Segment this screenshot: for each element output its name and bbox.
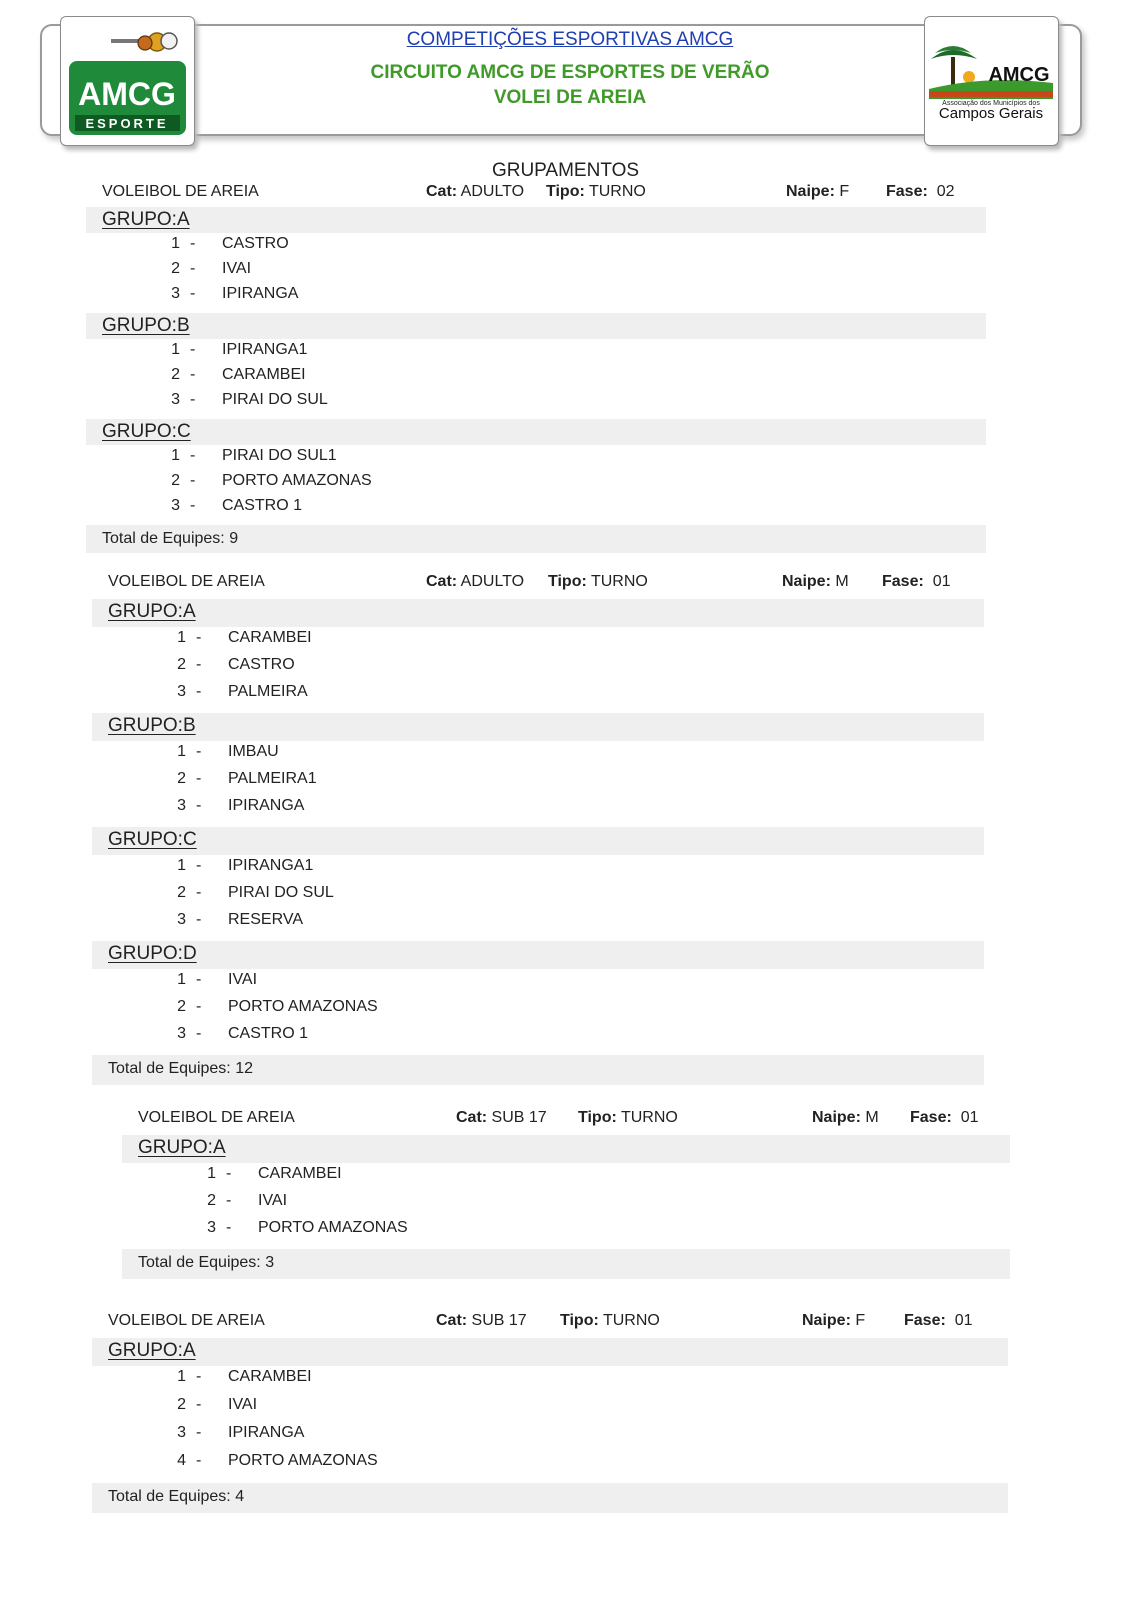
- team-name: IVAI: [228, 1396, 258, 1413]
- team-dash: -: [190, 285, 196, 302]
- sport-label: VOLEIBOL DE AREIA: [138, 1109, 295, 1126]
- category-field: Cat: SUB 17: [456, 1109, 547, 1126]
- team-name: IPIRANGA1: [222, 341, 308, 358]
- gender-field: Naipe: F: [786, 183, 850, 200]
- total-teams: Total de Equipes: 9: [102, 530, 239, 547]
- section-header: [92, 1312, 1008, 1334]
- team-rank: 1: [177, 743, 186, 760]
- section-header: [92, 573, 984, 595]
- group-band: [122, 1135, 1010, 1163]
- team-dash: -: [196, 884, 202, 901]
- team-rank: 3: [177, 797, 186, 814]
- team-rank: 3: [177, 911, 186, 928]
- type-field: Tipo: TURNO: [578, 1109, 678, 1126]
- team-name: PORTO AMAZONAS: [228, 998, 378, 1015]
- team-dash: -: [196, 1368, 202, 1385]
- section-header: [86, 183, 986, 205]
- team-dash: -: [196, 971, 202, 988]
- team-dash: -: [196, 797, 202, 814]
- total-teams: Total de Equipes: 3: [138, 1254, 275, 1271]
- amcg-esporte-logo: [60, 16, 195, 146]
- group-label: GRUPO:B: [102, 315, 190, 336]
- team-dash: -: [196, 1025, 202, 1042]
- team-dash: -: [190, 447, 196, 464]
- team-rank: 2: [177, 1396, 186, 1413]
- group-label: GRUPO:C: [108, 829, 197, 850]
- team-dash: -: [196, 1396, 202, 1413]
- group-band: [92, 713, 984, 741]
- logo-right-top: AMCG: [988, 64, 1050, 86]
- group-label: GRUPO:B: [108, 715, 196, 736]
- team-name: IVAI: [258, 1192, 288, 1209]
- header-competition-link[interactable]: COMPETIÇÕES ESPORTIVAS AMCG: [406, 29, 734, 50]
- team-name: CARAMBEI: [222, 366, 306, 383]
- sport-label: VOLEIBOL DE AREIA: [102, 183, 259, 200]
- team-name: PIRAI DO SUL: [222, 391, 328, 408]
- team-rank: 3: [171, 285, 180, 302]
- team-name: CARAMBEI: [258, 1165, 342, 1182]
- team-rank: 1: [207, 1165, 216, 1182]
- group-band: [92, 599, 984, 627]
- page-title: GRUPAMENTOS: [491, 160, 640, 181]
- phase-field: Fase: 01: [904, 1312, 973, 1329]
- sports-balls-icon: [111, 33, 177, 51]
- team-name: IMBAU: [228, 743, 279, 760]
- logo-right-small: Associação dos Municípios dos: [942, 100, 1040, 107]
- team-dash: -: [196, 656, 202, 673]
- team-rank: 2: [177, 998, 186, 1015]
- team-rank: 3: [171, 497, 180, 514]
- total-teams: Total de Equipes: 12: [108, 1060, 253, 1077]
- category-field: Cat: ADULTO: [426, 183, 525, 200]
- team-dash: -: [190, 391, 196, 408]
- total-teams: Total de Equipes: 4: [108, 1488, 245, 1505]
- team-rank: 1: [171, 447, 180, 464]
- team-rank: 1: [171, 235, 180, 252]
- team-dash: -: [226, 1192, 232, 1209]
- team-dash: -: [190, 260, 196, 277]
- group-band: [92, 827, 984, 855]
- team-rank: 3: [207, 1219, 216, 1236]
- team-rank: 3: [171, 391, 180, 408]
- team-rank: 2: [207, 1192, 216, 1209]
- section-header: [122, 1109, 1010, 1131]
- team-dash: -: [190, 366, 196, 383]
- team-dash: -: [190, 472, 196, 489]
- team-rank: 2: [177, 884, 186, 901]
- team-name: IPIRANGA: [228, 1424, 305, 1441]
- team-dash: -: [196, 998, 202, 1015]
- team-name: IPIRANGA: [228, 797, 305, 814]
- logo-left-bottom: ESPORTE: [85, 116, 169, 131]
- group-label: GRUPO:D: [108, 943, 197, 964]
- team-name: IVAI: [228, 971, 258, 988]
- team-rank: 1: [177, 629, 186, 646]
- team-name: CARAMBEI: [228, 629, 312, 646]
- team-name: PALMEIRA1: [228, 770, 317, 787]
- team-name: CASTRO: [222, 235, 289, 252]
- team-dash: -: [190, 497, 196, 514]
- group-label: GRUPO:A: [138, 1137, 226, 1158]
- team-name: RESERVA: [228, 911, 303, 928]
- gender-field: Naipe: M: [782, 573, 849, 590]
- team-name: IPIRANGA1: [228, 857, 314, 874]
- team-dash: -: [190, 341, 196, 358]
- team-dash: -: [196, 743, 202, 760]
- team-rank: 3: [177, 1424, 186, 1441]
- team-name: PIRAI DO SUL1: [222, 447, 337, 464]
- amcg-campos-gerais-logo: [924, 16, 1059, 146]
- group-label: GRUPO:A: [108, 1340, 196, 1361]
- logo-right-bottom: Campos Gerais: [938, 105, 1044, 122]
- team-name: IPIRANGA: [222, 285, 299, 302]
- team-dash: -: [196, 911, 202, 928]
- team-rank: 2: [171, 472, 180, 489]
- team-dash: -: [226, 1219, 232, 1236]
- team-rank: 2: [177, 656, 186, 673]
- group-label: GRUPO:C: [102, 421, 191, 442]
- type-field: Tipo: TURNO: [560, 1312, 660, 1329]
- group-band: [92, 941, 984, 969]
- team-name: CARAMBEI: [228, 1368, 312, 1385]
- type-field: Tipo: TURNO: [546, 183, 646, 200]
- group-band: [86, 207, 986, 233]
- team-rank: 2: [171, 260, 180, 277]
- team-dash: -: [226, 1165, 232, 1182]
- team-name: CASTRO 1: [228, 1025, 309, 1042]
- header-circuit-title: CIRCUITO AMCG DE ESPORTES DE VERÃO: [370, 62, 770, 83]
- gender-field: Naipe: F: [802, 1312, 866, 1329]
- sport-label: VOLEIBOL DE AREIA: [108, 1312, 265, 1329]
- team-dash: -: [196, 770, 202, 787]
- phase-field: Fase: 01: [910, 1109, 979, 1126]
- team-rank: 1: [171, 341, 180, 358]
- category-field: Cat: SUB 17: [436, 1312, 527, 1329]
- team-name: CASTRO 1: [222, 497, 303, 514]
- sport-label: VOLEIBOL DE AREIA: [108, 573, 265, 590]
- phase-field: Fase: 01: [882, 573, 951, 590]
- group-label: GRUPO:A: [108, 601, 196, 622]
- group-label: GRUPO:A: [102, 209, 190, 230]
- team-rank: 2: [177, 770, 186, 787]
- team-name: PORTO AMAZONAS: [258, 1219, 408, 1236]
- phase-field: Fase: 02: [886, 183, 955, 200]
- team-dash: -: [196, 683, 202, 700]
- team-dash: -: [196, 1452, 202, 1469]
- type-field: Tipo: TURNO: [548, 573, 648, 590]
- team-rank: 1: [177, 1368, 186, 1385]
- team-rank: 3: [177, 683, 186, 700]
- team-name: PORTO AMAZONAS: [228, 1452, 378, 1469]
- team-dash: -: [190, 235, 196, 252]
- team-name: IVAI: [222, 260, 252, 277]
- logo-left-top: AMCG: [78, 76, 176, 112]
- team-rank: 1: [177, 971, 186, 988]
- team-dash: -: [196, 629, 202, 646]
- category-field: Cat: ADULTO: [426, 573, 525, 590]
- gender-field: Naipe: M: [812, 1109, 879, 1126]
- team-rank: 4: [177, 1452, 186, 1469]
- group-band: [86, 313, 986, 339]
- team-name: PALMEIRA: [228, 683, 308, 700]
- team-rank: 2: [171, 366, 180, 383]
- team-name: CASTRO: [228, 656, 295, 673]
- group-band: [92, 1338, 1008, 1366]
- team-dash: -: [196, 1424, 202, 1441]
- team-name: PIRAI DO SUL: [228, 884, 334, 901]
- group-band: [86, 419, 986, 445]
- header-sport-title: VOLEI DE AREIA: [493, 87, 647, 108]
- team-dash: -: [196, 857, 202, 874]
- team-rank: 1: [177, 857, 186, 874]
- team-rank: 3: [177, 1025, 186, 1042]
- team-name: PORTO AMAZONAS: [222, 472, 372, 489]
